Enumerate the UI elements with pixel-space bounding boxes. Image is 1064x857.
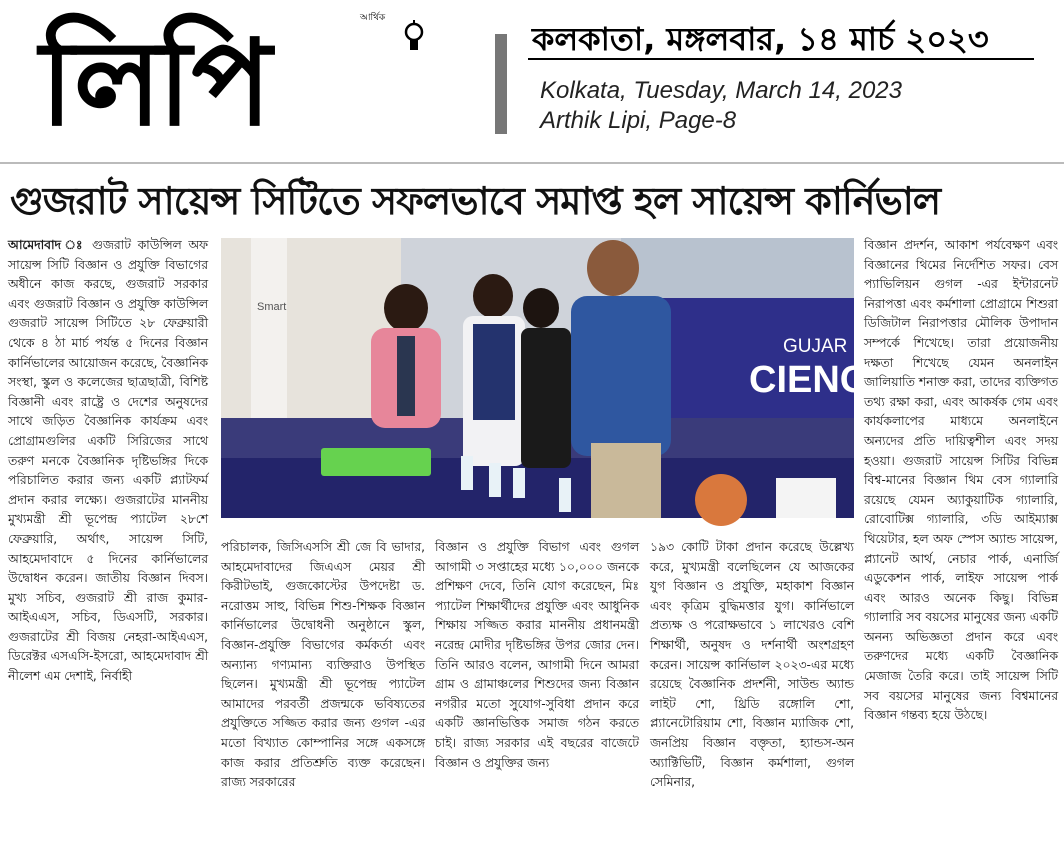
article-column-left [8,236,208,854]
article-column-bottom-2: বিজ্ঞান ও প্রযুক্তি বিভাগ এবং গুগল আগামী ৩ সপ্তাহের মধ্যে ১০,০০০ জনকে প্রশিক্ষণ দেবে, তিনি যোগ করেছেন, মিঃ প্যাটেল শিক্ষার্থীদের প্রযুক্তি এবং আধুনিক শিক্ষায় সজ্জিত করার মাননীয় প্রধানমন্ত্রী নরেন্দ্র মোদীর দৃষ্টিভঙ্গির উপর জোর দেন। তিনি আরও বলেন, আগামী দিনে আমরা গ্রাম ও গ্রামাঞ্চলের শিশুদের জন্য বিজ্ঞান নগরীর মতো সুযোগ-সুবিধা প্রদান করে একটি জ্ঞানভিত্তিক সমাজ গঠন করতে চাই। রাজ্য সরকার এই বছরের বাজেটে বিজ্ঞান ও প্রযুক্তির জন্য [435,540,639,770]
masthead-divider [495,34,507,134]
logo-wordmark: লিপি [40,14,268,152]
masthead-rule [0,162,1064,164]
article-column-bottom-3: ১৯৩ কোটি টাকা প্রদান করেছে উল্লেখ্য করে, মুখ্যমন্ত্রী বলেছিলেন যে আজকের যুগ বিজ্ঞান ও প্রযুক্তি, মহাকাশ বিজ্ঞান এবং কৃত্রিম বুদ্ধিমত্তার যুগ। কার্নিভালে প্রত্যক্ষ ও পরোক্ষভাবে ১ লাখেরও বেশি শিক্ষার্থী, অনুষদ ও দর্শনার্থী অংশগ্রহণ করেন। সায়েন্স কার্নিভাল ২০২৩-এর মধ্যে রয়েছে বৈজ্ঞানিক প্রদর্শনী, সাউন্ড অ্যান্ড লাইট শো, থ্রিডি রঙ্গোলি শো, প্ল্যানেটোরিয়াম শো, বিজ্ঞান ম্যাজিক শো, জনপ্রিয় বিজ্ঞান বক্তৃতা, হ্যান্ডস-অন অ্যাক্টিভিটি, বিজ্ঞান কর্মশালা, গুগল সেমিনার, [650,540,854,790]
masthead [0,0,1064,162]
banner-small-text: GUJAR [783,336,848,357]
date-english: Kolkata, Tuesday, March 14, 2023 [540,77,902,104]
page-reference: Arthik Lipi, Page-8 [540,107,737,134]
dateline: আমেদাবাদ ঃ [8,238,86,252]
article-column-bottom-1: পরিচালক, জিসিএসসি শ্রী জে বি ভাদার, আহমেদাবাদের জিএএস মেয়র শ্রী কিরীটভাই, গুজকোস্টের উপদেষ্টা ড. নরোত্তম সাহু, বিভিন্ন শিশু-শিক্ষক বিজ্ঞান কার্নিভালের উদ্বোধনী অনুষ্ঠানে স্কুল, বিজ্ঞান-প্রযুক্তি বিভাগের কর্মকর্তা এবং অন্যান্য গণ্যমান্য ব্যক্তিরাও উপস্থিত ছিলেন। মুখ্যমন্ত্রী শ্রী ভূপেন্দ্র প্যাটেল আমাদের পরবর্তী প্রজন্মকে ভবিষ্যতের প্রযুক্তিতে সজ্জিত করার জন্য গুগল -এর মতো বিখ্যাত কোম্পানির সঙ্গে একসঙ্গে কাজ করার প্রতিশ্রুতি ব্যক্ত করেছেন। রাজ্য সরকারের [221,540,425,790]
date-bengali: কলকাতা, মঙ্গলবার, ১৪ মার্চ ২০২৩ [532,20,989,58]
article-column-right: বিজ্ঞান প্রদর্শন, আকাশ পর্যবেক্ষণ এবং বিজ্ঞানের থিমের নির্দেশিত সফর। বেস প্যাভিলিয়ন গুগল -এর ইন্টারনেট নিরাপত্তা এবং কর্মশালা প্রোগ্রামে শিশুরা ডিজিটাল নিরাপত্তার মৌলিক উপাদান সম্পর্কে শিখেছে। তারা প্রয়োজনীয় দক্ষতা শিখেছে যেমন অনলাইন জালিয়াতি শনাক্ত করা, তাদের ব্যক্তিগত তথ্য রক্ষা করা, এবং আকর্ষক গেম এবং কার্যকলাপের মাধ্যমে অনলাইনে অন্যদের প্রতি দায়িত্বশীল এবং সদয় হওয়া। গুজরাট সায়েন্স সিটির বিভিন্ন বিশ্ব-মানের বিজ্ঞান থিম বেস গ্যালারি রয়েছে যেমন অ্যাকুয়াটিক গ্যালারি, রোবোটিক্স গ্যালারি, ৩ডি আইম্যাক্স থিয়েটার, হল অফ স্পেস অ্যান্ড সায়েন্স, প্ল্যানেট আর্থ, নেচার পার্ক, এনার্জি এডুকেশন পার্ক, লাইফ সায়েন্স পার্ক এবং আরও অনেক কিছু। বিভিন্ন গ্যালারি সব বয়সের মানুষের জন্য একটি অনন্য অভিজ্ঞতা প্রদান করে এবং তরুণদের মধ্যে একটি বৈজ্ঞানিক মেজাজ তৈরি করে। তাই সায়েন্স সিটি সব বয়সের মানুষের জন্য বিশ্বমানের বিজ্ঞান গন্তব্য হয়ে উঠছে। [864,238,1058,723]
logo-tagline: আর্থিক [360,13,386,23]
date-underline [528,58,1034,60]
column-left-text: গুজরাট কাউন্সিল অফ সায়েন্স সিটি বিজ্ঞান ও প্রযুক্তি বিভাগের অধীনে কাজ করছে, গুজরাট সরকার এবং গুজরাট বিজ্ঞান ও প্রযুক্তি কাউন্সিল গুজরাট সায়েন্স সিটিতে ২৮ ফেব্রুয়ারী থেকে ৪ ঠা মার্চ পর্যন্ত ৫ দিনের বিজ্ঞান কার্নিভালের আয়োজন করেছে, বৈজ্ঞানিক সংস্থা, স্কুল ও কলেজের ছাত্রছাত্রী, বিশিষ্ট বিজ্ঞানী এবং রাষ্ট্রে ও দেশের অনুষদের সাথে জড়িত বৈজ্ঞানিক কার্যক্রম এবং প্রোগ্রামগুলির একটি সিরিজের সাথে তরুণ মনকে বৈজ্ঞানিক দৃষ্টিভঙ্গির দিকে পরিচালিত করার জন্য একটি প্ল্যাটফর্ম প্রদান করার লক্ষ্যে। গুজরাটের মাননীয় মুখ্যমন্ত্রী শ্রী ভূপেন্দ্র প্যাটেল ২৮শে ফেব্রুয়ারি, অর্থাৎ, সায়েন্স সিটি, আহমেদাবাদে ৫ দিনের কার্নিভালের উদ্বোধন করেন। জাতীয় বিজ্ঞান দিবস। মুখ্য সচিব, গুজরাট শ্রী রাজ কুমার-আইএএস, সচিব, ডিএসটি, সরকার। গুজরাটের শ্রী বিজয় নেহরা-আইএএস, ডিরেক্টর এসএসি-ইসরো, আহমেদাবাদ শ্রী নীলেশ এম দেশাই, নির্বাহী [8,238,209,684]
article-photo [221,238,868,518]
photo-illustration [221,238,868,518]
board-text: Smart [257,301,287,313]
lightbulb-icon [402,20,426,60]
banner-big-text: CIENC [749,359,868,401]
article-headline: গুজরাট সায়েন্স সিটিতে সফলভাবে সমাপ্ত হল সায়েন্স কার্নিভাল [10,179,941,223]
date-english-block [540,76,902,136]
newspaper-logo [30,6,460,156]
